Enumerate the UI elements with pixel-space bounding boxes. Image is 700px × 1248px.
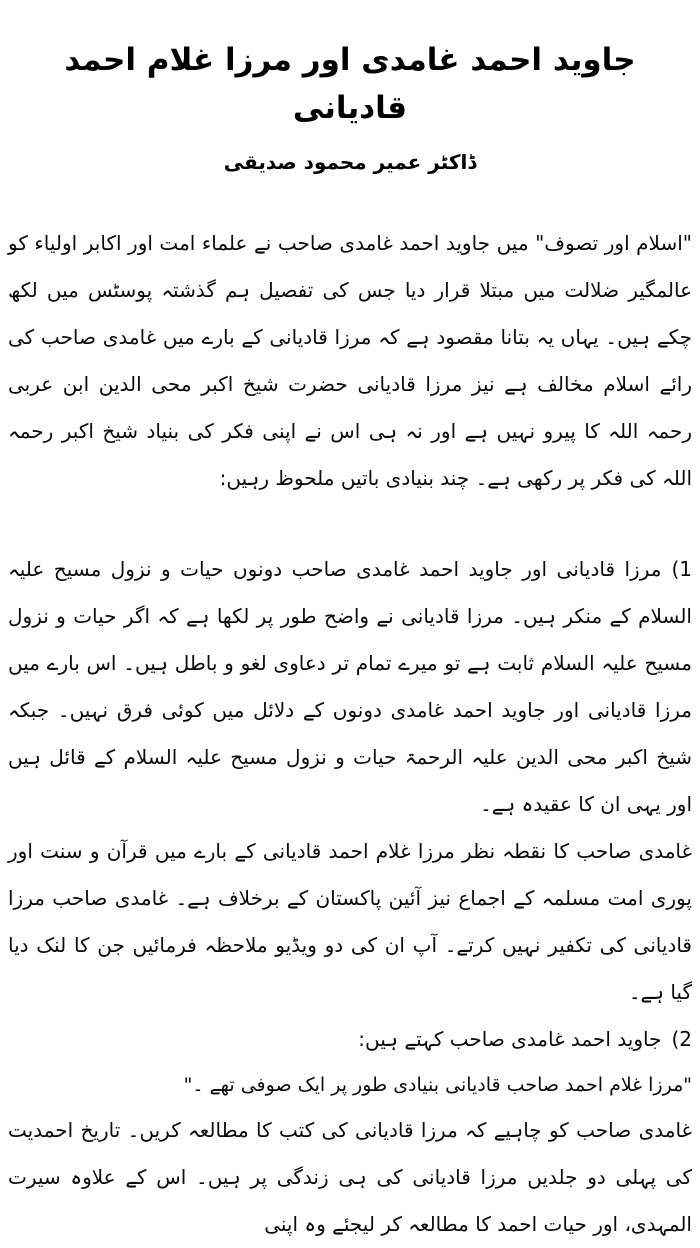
paragraph-gap (8, 502, 692, 546)
document-body (8, 220, 692, 1248)
list-item-2-marker: 2) (671, 1027, 692, 1052)
paragraph-intro: "اسلام اور تصوف" میں جاوید احمد غامدی صاحب نے علماء امت اور اکابر اولیاء کو عالمگیر ضلالت میں مبتلا قرار دیا جس کی تفصیل ہم گذشتہ پوسٹس میں لکھ چکے ہیں۔ یہاں یہ بتانا مقصود ہے کہ مرزا قادیانی کے بارے میں غامدی صاحب کی رائے اسلام مخالف ہے نیز مرزا قادیانی حضرت شیخ اکبر محی الدین ابن عربی رحمہ اللہ کا پیرو نہیں ہے اور نہ ہی اس نے اپنی فکر کی بنیاد شیخ اکبر رحمہ اللہ کی فکر پر رکھی ہے۔ چند بنیادی باتیں ملحوظ رہیں: (8, 231, 692, 491)
list-item-1-marker: 1) (671, 557, 692, 582)
list-item-1-text: مرزا قادیانی اور جاوید احمد غامدی صاحب دونوں حیات و نزول مسیح علیہ السلام کے منکر ہیں۔ مرزا قادیانی نے واضح طور پر لکھا ہے کہ اگر حیات و نزول مسیح علیہ السلام ثابت ہے تو میرے تمام تر دعاوی لغو و باطل ہیں۔ اس بارے میں مرزا قادیانی اور جاوید احمد غامدی دونوں کے دلائل میں کوئی فرق نہیں۔ جبکہ شیخ اکبر محی الدین علیہ الرحمۃ حیات و نزول مسیح علیہ السلام کے قائل ہیں اور یہی ان کا عقیدہ ہے۔ (8, 557, 692, 817)
author-name: ڈاکٹر عمیر محمود صدیقی (223, 150, 477, 175)
list-item-2-text: جاوید احمد غامدی صاحب کہتے ہیں: (358, 1027, 662, 1052)
list-item-2 (8, 1016, 692, 1063)
quote-line: "مرزا غلام احمد صاحب قادیانی بنیادی طور پر ایک صوفی تھے ۔" (183, 1074, 692, 1097)
paragraph-ghamidi-view: غامدی صاحب کا نقطہ نظر مرزا غلام احمد قادیانی کے بارے میں قرآن و سنت اور پوری امت مسلمہ کے اجماع نیز آئین پاکستان کے برخلاف ہے۔ غامدی صاحب مرزا قادیانی کی تکفیر نہیں کرتے۔ آپ ان کی دو ویڈیو ملاحظہ فرمائیں جن کا لنک دیا گیا ہے۔ (8, 839, 692, 1005)
document-title: جاوید احمد غامدی اور مرزا غلام احمد قادیانی (64, 42, 636, 127)
list-item-1 (8, 546, 692, 828)
paragraph-closing: غامدی صاحب کو چاہیے کہ مرزا قادیانی کی کتب کا مطالعہ کریں۔ تاریخ احمدیت کی پہلی دو جلدیں مرزا قادیانی کی ہی زندگی پر ہیں۔ اس کے علاوہ سیرت المہدی، اور حیات احمد کا مطالعہ کر لیجئے وہ اپنی (8, 1118, 692, 1237)
